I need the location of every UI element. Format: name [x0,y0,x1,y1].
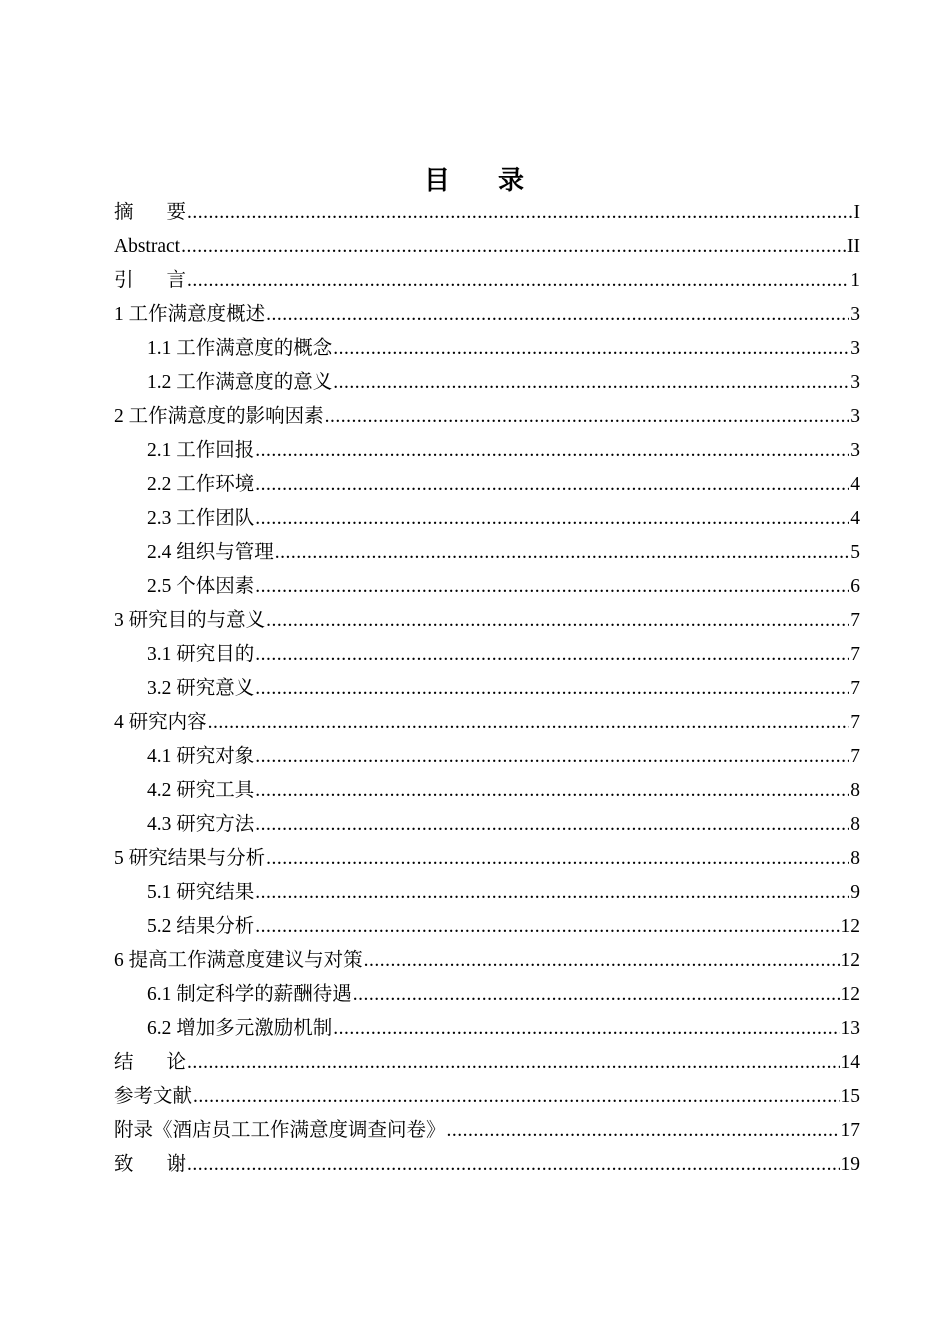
toc-entry[interactable] [114,706,860,740]
toc-entry[interactable] [114,808,860,842]
toc-entry-page-number: 7 [850,712,860,733]
toc-leader-dots [266,298,849,332]
toc-entry[interactable] [114,1114,860,1148]
toc-entry-page-number: 4 [850,474,860,495]
toc-entry-label: 1.2 工作满意度的意义 [147,372,333,393]
toc-entry-page-number: 7 [850,610,860,631]
toc-entry-page-number: 3 [850,338,860,359]
toc-leader-dots [187,264,849,298]
toc-entry-label: 4.2 研究工具 [147,780,255,801]
toc-leader-dots [255,672,849,706]
toc-entry-label: 致谢 [114,1154,187,1175]
toc-entry-page-number: 7 [850,746,860,767]
toc-title [0,160,950,197]
toc-entry-page-number: 4 [850,508,860,529]
toc-leader-dots [208,706,850,740]
toc-leader-dots [266,842,849,876]
toc-entry-label: 引言 [114,270,187,291]
toc-leader-dots [255,808,849,842]
toc-entry-label: 2.4 组织与管理 [147,542,274,563]
toc-leader-dots [275,536,849,570]
toc-entry-label: 1.1 工作满意度的概念 [147,338,333,359]
toc-entry[interactable] [114,468,860,502]
toc-entry-label: 6 提高工作满意度建议与对策 [114,950,363,971]
toc-entry[interactable] [114,978,860,1012]
toc-entry-page-number: 14 [840,1052,860,1073]
toc-leader-dots [255,570,849,604]
toc-entry-label: 2.2 工作环境 [147,474,255,495]
toc-leader-dots [353,978,840,1012]
toc-entry-page-number: 9 [850,882,860,903]
toc-entry[interactable] [114,264,860,298]
toc-entry-label: 3 研究目的与意义 [114,610,266,631]
toc-entry[interactable] [114,332,860,366]
toc-entry[interactable] [114,400,860,434]
toc-entry-page-number: 15 [840,1086,860,1107]
toc-entry-label: 5.1 研究结果 [147,882,255,903]
toc-leader-dots [255,876,849,910]
toc-entry-page-number: 7 [850,644,860,665]
toc-leader-dots [266,604,849,638]
toc-leader-dots [447,1114,840,1148]
toc-entry[interactable] [114,230,860,264]
toc-entry-page-number: I [853,202,860,223]
toc-entry-page-number: 8 [850,848,860,869]
toc-leader-dots [255,740,849,774]
toc-entry[interactable] [114,774,860,808]
toc-entry[interactable] [114,740,860,774]
toc-entry-page-number: 3 [850,406,860,427]
toc-leader-dots [255,910,839,944]
toc-entry-page-number: 13 [840,1018,860,1039]
toc-entry-label: 参考文献 [114,1086,193,1107]
toc-entry-page-number: 5 [850,542,860,563]
toc-list [114,196,860,1182]
toc-leader-dots [255,502,849,536]
toc-entry-label: 2.5 个体因素 [147,576,255,597]
toc-entry-page-number: 1 [850,270,860,291]
toc-entry[interactable] [114,1012,860,1046]
toc-entry[interactable] [114,502,860,536]
toc-entry-label: 4.3 研究方法 [147,814,255,835]
toc-entry-page-number: 12 [840,916,860,937]
toc-entry-page-number: 3 [850,372,860,393]
toc-entry-page-number: 8 [850,814,860,835]
toc-leader-dots [187,1046,839,1080]
toc-entry-label: 5 研究结果与分析 [114,848,266,869]
toc-leader-dots [333,1012,839,1046]
toc-leader-dots [255,638,849,672]
toc-leader-dots [187,196,852,230]
toc-leader-dots [333,332,849,366]
toc-entry[interactable] [114,876,860,910]
toc-leader-dots [187,1148,839,1182]
toc-entry[interactable] [114,842,860,876]
toc-entry-label: 3.1 研究目的 [147,644,255,665]
toc-entry-label: 6.2 增加多元激励机制 [147,1018,333,1039]
toc-entry[interactable] [114,1148,860,1182]
toc-leader-dots [255,434,849,468]
toc-entry[interactable] [114,536,860,570]
toc-entry-label: 2.1 工作回报 [147,440,255,461]
toc-entry[interactable] [114,570,860,604]
toc-entry-page-number: 3 [850,304,860,325]
toc-entry-label: 2 工作满意度的影响因素 [114,406,324,427]
toc-entry-label: 6.1 制定科学的薪酬待遇 [147,984,352,1005]
toc-entry-page-number: 17 [840,1120,860,1141]
toc-entry-page-number: 12 [840,984,860,1005]
toc-entry-label: 结论 [114,1052,187,1073]
toc-entry-page-number: 8 [850,780,860,801]
toc-leader-dots [364,944,840,978]
toc-entry[interactable] [114,672,860,706]
toc-entry-label: 5.2 结果分析 [147,916,255,937]
toc-entry-label: Abstract [114,236,181,257]
toc-entry[interactable] [114,604,860,638]
toc-entry[interactable] [114,910,860,944]
toc-entry-page-number: 7 [850,678,860,699]
toc-leader-dots [193,1080,839,1114]
toc-leader-dots [333,366,849,400]
toc-entry[interactable] [114,298,860,332]
toc-entry[interactable] [114,944,860,978]
toc-leader-dots [325,400,850,434]
toc-leader-dots [181,230,846,264]
toc-entry-label: 附录《酒店员工工作满意度调查问卷》 [114,1120,446,1141]
toc-entry-label: 2.3 工作团队 [147,508,255,529]
toc-entry-label: 摘要 [114,202,187,223]
toc-entry-label: 3.2 研究意义 [147,678,255,699]
toc-entry[interactable] [114,1080,860,1114]
toc-entry[interactable] [114,196,860,230]
toc-entry[interactable] [114,638,860,672]
toc-title-char: 录 [498,166,527,195]
toc-entry-page-number: 3 [850,440,860,461]
toc-entry[interactable] [114,434,860,468]
toc-entry-page-number: 6 [850,576,860,597]
toc-entry-label: 4 研究内容 [114,712,207,733]
toc-leader-dots [255,774,849,808]
toc-entry-page-number: 19 [840,1154,860,1175]
toc-entry[interactable] [114,366,860,400]
toc-entry-label: 4.1 研究对象 [147,746,255,767]
toc-leader-dots [255,468,849,502]
toc-title-char: 目 [423,166,452,195]
toc-entry-page-number: 12 [840,950,860,971]
toc-entry-label: 1 工作满意度概述 [114,304,266,325]
toc-entry[interactable] [114,1046,860,1080]
toc-entry-page-number: II [847,236,860,257]
